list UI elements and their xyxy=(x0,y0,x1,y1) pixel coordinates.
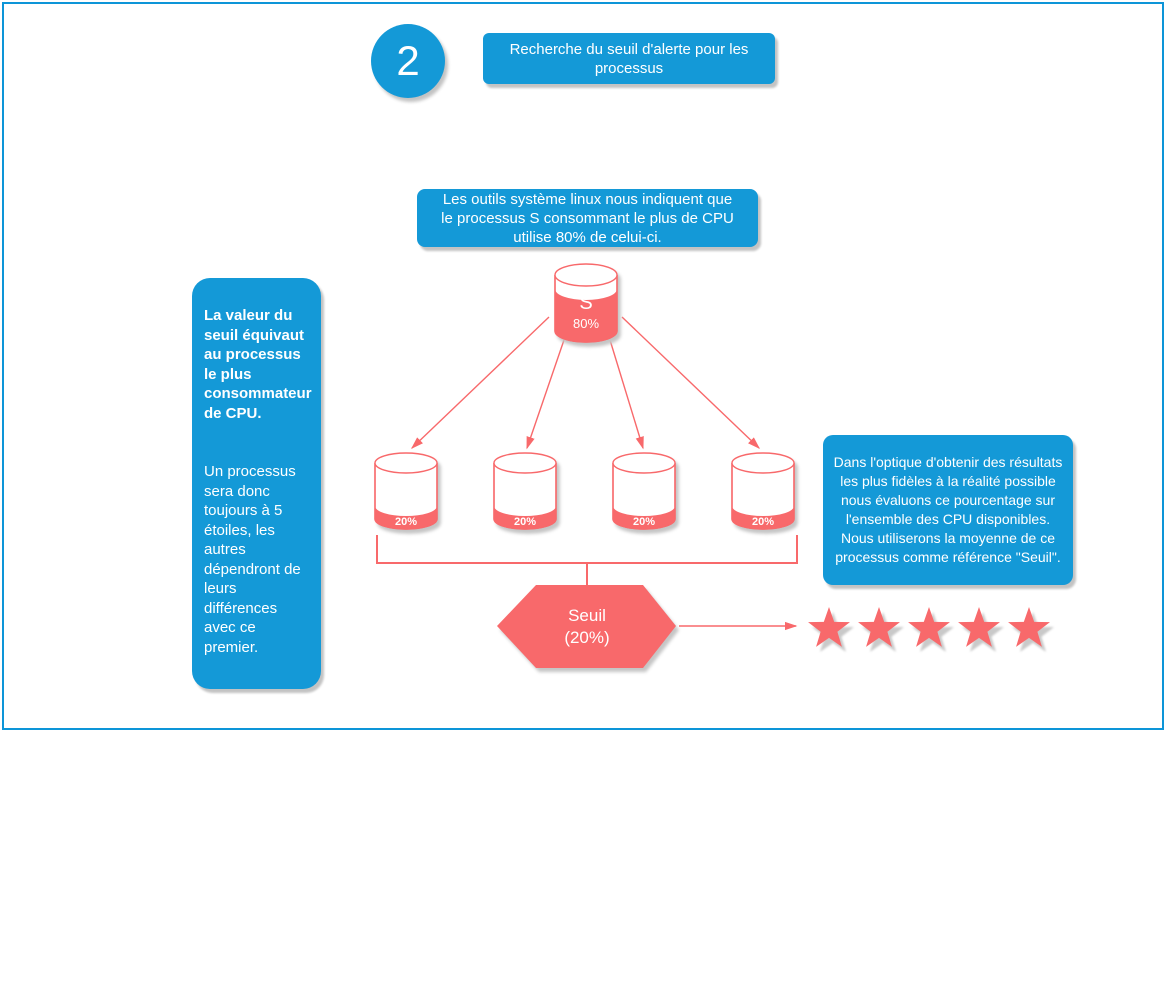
arrow-to-cpu-2 xyxy=(527,340,564,448)
threshold-value: (20%) xyxy=(564,628,610,647)
cpu-cylinder-3 xyxy=(613,453,675,529)
star-icon xyxy=(856,606,902,652)
left-note-paragraph-2: Un processus sera donc toujours à 5 étoiles, les autres dépendront de leurs différences avec ce premier. xyxy=(204,463,301,656)
process-s-cylinder xyxy=(555,264,617,342)
step-number: 2 xyxy=(396,37,420,84)
cpu-4-percent: 20% xyxy=(751,516,775,528)
right-note-text: Dans l'optique d'obtenir des résultats les plus fidèles à la réalité possible nous évaluons ce pourcentage sur l'ensemble des CPU disponibles. Nous utiliserons la moyenne de ce processus comme référence "Seuil". xyxy=(833,454,1063,565)
cylinder-top xyxy=(555,264,617,286)
arrow-to-cpu-3 xyxy=(610,340,643,448)
star-icon xyxy=(806,606,852,652)
arrow-to-cpu-4 xyxy=(622,317,759,448)
cpu-2-percent: 20% xyxy=(513,516,537,528)
hexagon-shape xyxy=(497,585,676,668)
threshold-hexagon xyxy=(497,585,676,668)
cpu-cylinder-1 xyxy=(375,453,437,529)
arrow-to-cpu-1 xyxy=(412,317,549,448)
process-s-label: S xyxy=(579,292,593,314)
threshold-label: Seuil xyxy=(568,606,606,625)
star-icon xyxy=(956,606,1002,652)
cpu-3-percent: 20% xyxy=(632,516,656,528)
cpu-1-percent: 20% xyxy=(394,516,418,528)
left-note-paragraph-1: La valeur du seuil équivaut au processus le plus consommateur de CPU. xyxy=(204,307,312,422)
title-text: Recherche du seuil d'alerte pour les processus xyxy=(509,40,749,77)
top-note-text: Les outils système linux nous indiquent que le processus S consommant le plus de CPU utilise 80% de celui-ci. xyxy=(441,190,734,246)
process-s-percent: 80% xyxy=(572,316,600,331)
star-icon xyxy=(906,606,952,652)
bracket-connector xyxy=(377,535,797,585)
cpu-cylinder-2 xyxy=(494,453,556,529)
star-rating xyxy=(806,606,1052,652)
cpu-cylinder-4 xyxy=(732,453,794,529)
star-icon xyxy=(1006,606,1052,652)
